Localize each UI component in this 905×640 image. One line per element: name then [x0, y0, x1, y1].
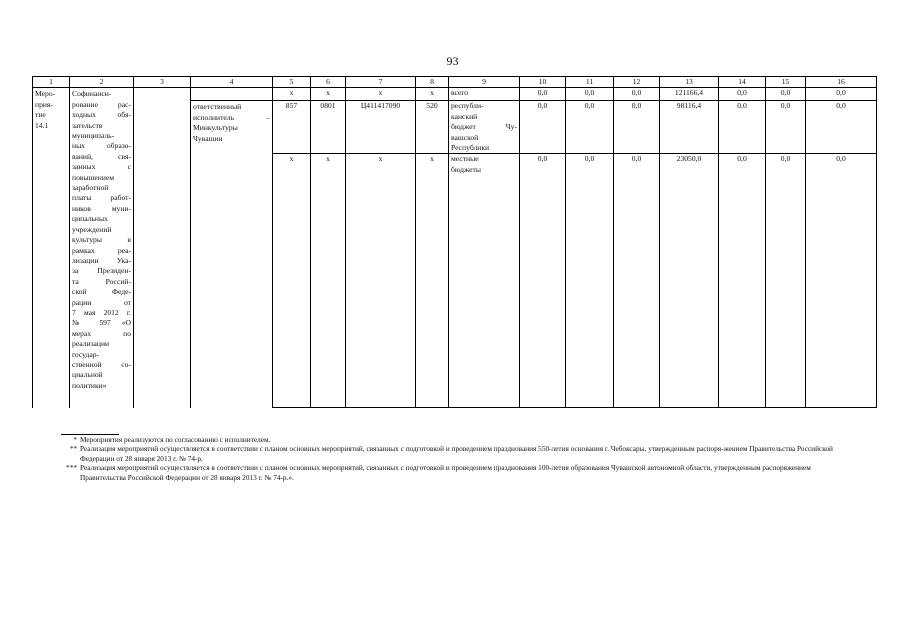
source-line: канский	[451, 111, 478, 121]
value-cell: 0,0	[766, 154, 806, 408]
value-cell: 0,0	[614, 154, 660, 408]
footnote-mark: **	[69, 444, 77, 454]
value-cell: 0,0	[520, 101, 566, 154]
description-line: за Президен-	[72, 266, 131, 276]
footnotes	[60, 435, 850, 482]
value-cell: 0,0	[520, 154, 566, 408]
description-line: ципальных	[72, 214, 108, 224]
event-description-cell	[70, 88, 134, 408]
vr-cell: х	[416, 154, 449, 408]
header-cell: 11	[566, 77, 614, 88]
description-line: ных образо-	[72, 141, 131, 151]
description-line: № 597 «О	[72, 318, 131, 328]
description-line: культуры в	[72, 235, 131, 245]
description-line: политики»	[72, 380, 107, 390]
description-line: Софинанси-	[72, 89, 112, 99]
footnote-text: Реализация мероприятий осуществляется в соответствии с планом основных мероприятий, связанных с подготовкой и проведением празднования 550-летия основания г. Чебоксары, утвержденным распоря-жением Правительства Российской Федерации от 28 января 2013 г. № 74-р.	[80, 444, 833, 463]
source-line: бюджет Чу-	[451, 122, 517, 132]
footnote	[60, 435, 850, 444]
header-cell: 2	[70, 77, 134, 88]
description-line: та Россий-	[72, 276, 131, 286]
csr-cell: х	[346, 88, 416, 101]
source-line: местные	[451, 154, 479, 164]
description-line: мерах по	[72, 328, 131, 338]
grbs-cell: х	[273, 154, 311, 408]
executor-line: Чувашии	[193, 133, 223, 143]
value-cell: 0,0	[806, 88, 877, 101]
event-number-line: тие	[35, 110, 46, 120]
value-cell: 0,0	[766, 88, 806, 101]
rzpr-cell: х	[311, 88, 346, 101]
executor-line: ответственный	[193, 102, 242, 112]
footnote	[60, 463, 850, 482]
header-cell: 7	[346, 77, 416, 88]
value-cell: 98116,4	[660, 101, 719, 154]
description-line: повышением	[72, 172, 115, 182]
executor-cell	[191, 88, 273, 101]
description-line: ваний, свя-	[72, 151, 131, 161]
csr-cell: Ц411417090	[346, 101, 416, 154]
footnote-mark: ***	[66, 463, 77, 473]
description-line: рование рас-	[72, 99, 131, 109]
footnote-text: Мероприятия реализуются по согласованию с исполнителем.	[80, 435, 271, 444]
value-cell: 0,0	[614, 88, 660, 101]
description-line: ственной со-	[72, 359, 131, 369]
description-line: лизации Ука-	[72, 255, 131, 265]
value-cell: 0,0	[766, 101, 806, 154]
value-cell: 0,0	[614, 101, 660, 154]
header-cell: 9	[449, 77, 520, 88]
description-line: реализации	[72, 339, 110, 349]
source-cell	[449, 154, 520, 408]
value-cell: 0,0	[520, 88, 566, 101]
header-cell: 3	[134, 77, 191, 88]
executor-line: исполнитель –	[193, 112, 270, 122]
header-cell: 10	[520, 77, 566, 88]
header-row	[33, 77, 877, 88]
value-cell: 0,0	[806, 101, 877, 154]
value-cell: 0,0	[566, 101, 614, 154]
description-line: государ-	[72, 349, 100, 359]
program-table	[32, 76, 877, 408]
description-line: платы работ-	[72, 193, 131, 203]
description-line: ходных обя-	[72, 110, 131, 120]
executor-cell	[191, 101, 273, 408]
header-cell: 14	[719, 77, 766, 88]
description-line: зательств	[72, 120, 103, 130]
description-line: ников муни-	[72, 203, 131, 213]
executor-line: Минкультуры	[193, 123, 238, 133]
header-cell: 6	[311, 77, 346, 88]
rzpr-cell: х	[311, 154, 346, 408]
header-cell: 13	[660, 77, 719, 88]
grbs-cell: 857	[273, 101, 311, 154]
event-number-line: прия-	[35, 99, 53, 109]
description-line: рамках реа-	[72, 245, 131, 255]
description-line: занных с	[72, 162, 131, 172]
event-number-line: 14.1	[35, 120, 49, 130]
description-line: рации от	[72, 297, 131, 307]
source-line: бюджеты	[451, 164, 481, 174]
vr-cell: х	[416, 88, 449, 101]
value-cell: 0,0	[719, 88, 766, 101]
description-line: учреждений	[72, 224, 112, 234]
header-cell: 15	[766, 77, 806, 88]
source-cell	[449, 88, 520, 101]
source-line: всего	[451, 88, 469, 98]
value-cell: 0,0	[719, 101, 766, 154]
table-row	[33, 88, 877, 101]
description-line: циальной	[72, 370, 103, 380]
header-cell: 12	[614, 77, 660, 88]
vr-cell: 520	[416, 101, 449, 154]
value-cell: 0,0	[566, 88, 614, 101]
source-line: вашской	[451, 132, 479, 142]
footnote-text: Реализация мероприятий осуществляется в соответствии с планом основных мероприятий, связанных с подготовкой и проведением празднования 100-летия образования Чувашской автономной области, утвержденным распоряжением Правительства Российской Федерации от 28 января 2013 г. № 74-р.».	[80, 463, 811, 482]
empty-cell	[134, 88, 191, 408]
value-cell: 121166,4	[660, 88, 719, 101]
grbs-cell: х	[273, 88, 311, 101]
source-cell	[449, 101, 520, 154]
value-cell: 23050,0	[660, 154, 719, 408]
description-line: 7 мая 2012 г.	[72, 307, 131, 317]
header-cell: 16	[806, 77, 877, 88]
value-cell: 0,0	[566, 154, 614, 408]
source-line: Республики	[451, 143, 490, 153]
header-cell: 4	[191, 77, 273, 88]
header-cell: 1	[33, 77, 70, 88]
value-cell: 0,0	[719, 154, 766, 408]
header-cell: 5	[273, 77, 311, 88]
description-line: ской Феде-	[72, 287, 131, 297]
description-line: муниципаль-	[72, 131, 115, 141]
event-number-line: Меро-	[35, 89, 56, 99]
source-line: республи-	[451, 101, 484, 111]
csr-cell: х	[346, 154, 416, 408]
footnote-mark: *	[73, 435, 77, 444]
rzpr-cell: 0801	[311, 101, 346, 154]
event-number-cell	[33, 88, 70, 408]
page-number: 93	[446, 54, 459, 68]
header-cell: 8	[416, 77, 449, 88]
description-line: заработной	[72, 183, 109, 193]
value-cell: 0,0	[806, 154, 877, 408]
footnote	[60, 444, 850, 463]
